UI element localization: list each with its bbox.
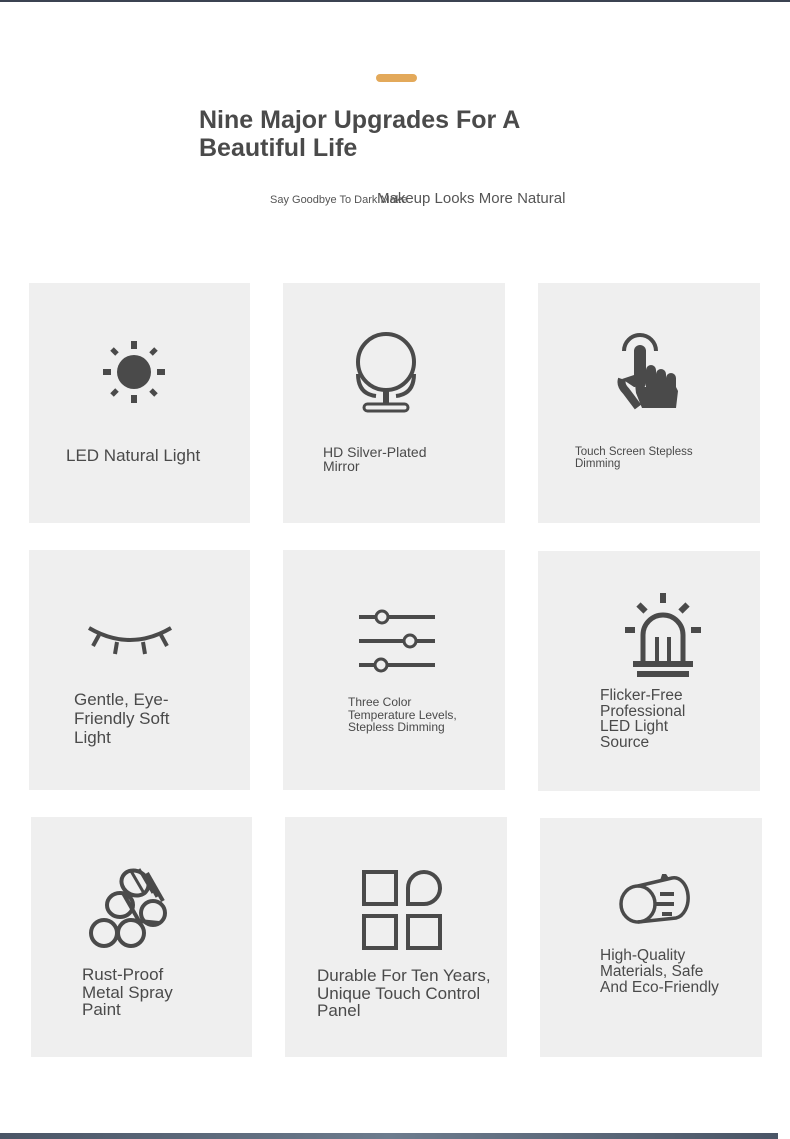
feature-label: Touch Screen Stepless Dimming	[575, 446, 693, 470]
subtitle-left: Say Goodbye To Dark Make	[270, 194, 408, 206]
feature-card-flicker-free	[538, 551, 760, 791]
feature-label: LED Natural Light	[66, 446, 201, 465]
accent-bar	[376, 74, 417, 82]
feature-label: Durable For Ten Years, Unique Touch Control Panel	[317, 966, 491, 1020]
sun-icon	[99, 337, 169, 407]
metal-pipes-icon	[87, 867, 171, 951]
feature-card-touch-dimming	[538, 283, 760, 523]
alarm-light-icon	[623, 591, 703, 679]
feature-label: Flicker-Free Professional LED Light Source	[600, 687, 686, 751]
wood-log-icon	[618, 874, 690, 926]
grid-panel-icon	[362, 870, 442, 950]
feature-card-touch-panel	[285, 817, 507, 1057]
feature-card-hd-mirror	[283, 283, 505, 523]
bottom-banner-edge	[0, 1133, 778, 1139]
touch-hand-icon	[616, 331, 682, 411]
mirror-icon	[346, 328, 426, 414]
feature-label: Three Color Temperature Levels, Stepless Dimming	[348, 695, 457, 734]
feature-card-eye-friendly	[29, 550, 250, 790]
page-title: Nine Major Upgrades For A Beautiful Life	[199, 106, 520, 162]
closed-eye-icon	[85, 618, 175, 658]
sliders-icon	[357, 608, 437, 674]
feature-card-led-natural-light	[29, 283, 250, 523]
top-divider	[0, 0, 790, 2]
feature-card-color-temperature	[283, 550, 505, 790]
feature-label: Gentle, Eye-Friendly Soft Light	[74, 690, 170, 747]
feature-label: Rust-Proof Metal Spray Paint	[82, 965, 173, 1019]
feature-card-eco-friendly	[540, 818, 762, 1057]
feature-label: High-Quality Materials, Safe And Eco-Friendly	[600, 947, 719, 996]
feature-card-rust-proof	[31, 817, 252, 1057]
subtitle-right: Makeup Looks More Natural	[377, 190, 566, 207]
feature-label: HD Silver-Plated Mirror	[323, 444, 427, 474]
